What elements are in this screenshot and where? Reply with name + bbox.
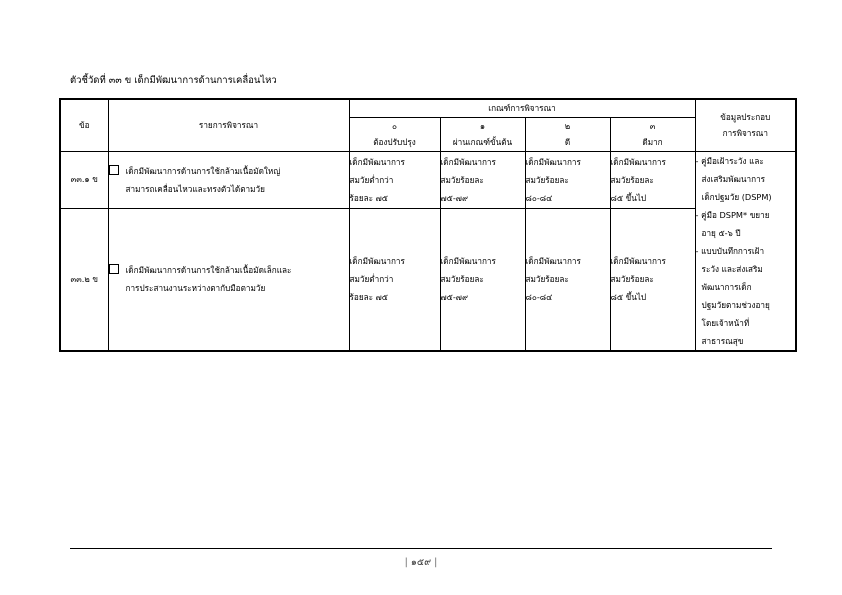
header-criteria-group: เกณฑ์การพิจารณา	[349, 99, 695, 117]
score-text: เด็กมีพัฒนาการ สมวัยร้อยละ ๗๕-๗๙	[440, 256, 496, 303]
page-number-bar-right: |	[434, 557, 438, 568]
info-cell	[695, 151, 796, 351]
table-row	[60, 208, 796, 350]
info-line: ส่งเสริมพัฒนาการ	[701, 173, 766, 184]
criteria-table	[59, 98, 797, 352]
footer-divider	[70, 548, 772, 549]
header-info-label: ข้อมูลประกอบ การพิจารณา	[720, 112, 771, 139]
checkbox[interactable]	[109, 165, 119, 175]
score-text: เด็กมีพัฒนาการ สมวัยร้อยละ ๘๐-๘๔	[525, 256, 581, 303]
score-text: เด็กมีพัฒนาการ สมวัยร้อยละ ๘๐-๘๔	[525, 156, 581, 203]
info-line: โดยเจ้าหน้าที่	[701, 317, 750, 328]
score-text: เด็กมีพัฒนาการ สมวัยร้อยละ ๗๕-๗๙	[440, 156, 496, 203]
header-info	[695, 99, 796, 151]
table-row	[60, 151, 796, 208]
score-3-label: ดีมาก	[642, 137, 663, 147]
row-code: ๓๓.๑ ข	[60, 151, 108, 208]
header-code: ข้อ	[60, 99, 108, 151]
score-1-number: ๑	[479, 121, 486, 131]
score-text: เด็กมีพัฒนาการ สมวัยต่ำกว่า ร้อยละ ๗๕	[349, 256, 405, 303]
score-cell-2	[525, 151, 610, 208]
score-2-label: ดี	[564, 137, 571, 147]
checkbox[interactable]	[109, 264, 119, 274]
info-line: ระวัง และส่งเสริม	[701, 263, 763, 274]
score-text: เด็กมีพัฒนาการ สมวัยร้อยละ ๘๕ ขึ้นไป	[610, 256, 666, 303]
header-score-3	[610, 117, 695, 151]
score-cell-3	[610, 151, 695, 208]
score-0-number: ๐	[392, 121, 397, 131]
header-item: รายการพิจารณา	[108, 99, 349, 151]
score-0-label: ต้องปรับปรุง	[373, 137, 416, 147]
page-number	[0, 555, 842, 570]
page-number-value: ๑๕๙	[410, 557, 432, 568]
score-text: เด็กมีพัฒนาการ สมวัยร้อยละ ๘๕ ขึ้นไป	[610, 156, 666, 203]
row-item	[108, 208, 349, 350]
score-1-label: ผ่านเกณฑ์ขั้นต้น	[452, 137, 513, 147]
row-item	[108, 151, 349, 208]
score-cell-0	[349, 151, 440, 208]
info-line: เด็กปฐมวัย (DSPM)	[701, 191, 772, 202]
header-score-0	[349, 117, 440, 151]
indicator-heading: ตัวชี้วัดที่ ๓๓ ข เด็กมีพัฒนาการด้านการเคลื่อนไหว	[70, 75, 277, 86]
info-line: - แบบบันทึกการเฝ้า	[695, 245, 765, 256]
row-code: ๓๓.๒ ข	[60, 208, 108, 350]
score-cell-2	[525, 208, 610, 350]
score-cell-1	[440, 208, 525, 350]
score-3-number: ๓	[649, 121, 656, 131]
item-text: เด็กมีพัฒนาการด้านการใช้กล้ามเนื้อมัดใหญ่ สามารถเคลื่อนไหวและทรงตัวได้ตามวัย	[125, 165, 281, 194]
page-number-bar-left: |	[404, 557, 408, 568]
score-text: เด็กมีพัฒนาการ สมวัยต่ำกว่า ร้อยละ ๗๕	[349, 156, 405, 203]
item-text: เด็กมีพัฒนาการด้านการใช้กล้ามเนื้อมัดเล็กและ การประสานงานระหว่างตากับมือตามวัย	[125, 265, 292, 294]
info-line: อายุ ๕-๖ ปี	[701, 227, 741, 238]
header-score-1	[440, 117, 525, 151]
info-line: - คู่มือเฝ้าระวัง และ	[695, 155, 764, 166]
info-line: พัฒนาการเด็ก	[701, 281, 752, 292]
score-cell-3	[610, 208, 695, 350]
info-line: - คู่มือ DSPM* ขยาย	[695, 209, 770, 220]
score-cell-0	[349, 208, 440, 350]
score-cell-1	[440, 151, 525, 208]
info-line: ปฐมวัยตามช่วงอายุ	[701, 299, 770, 310]
header-score-2	[525, 117, 610, 151]
info-line: สาธารณสุข	[701, 335, 744, 346]
score-2-number: ๒	[564, 121, 571, 131]
